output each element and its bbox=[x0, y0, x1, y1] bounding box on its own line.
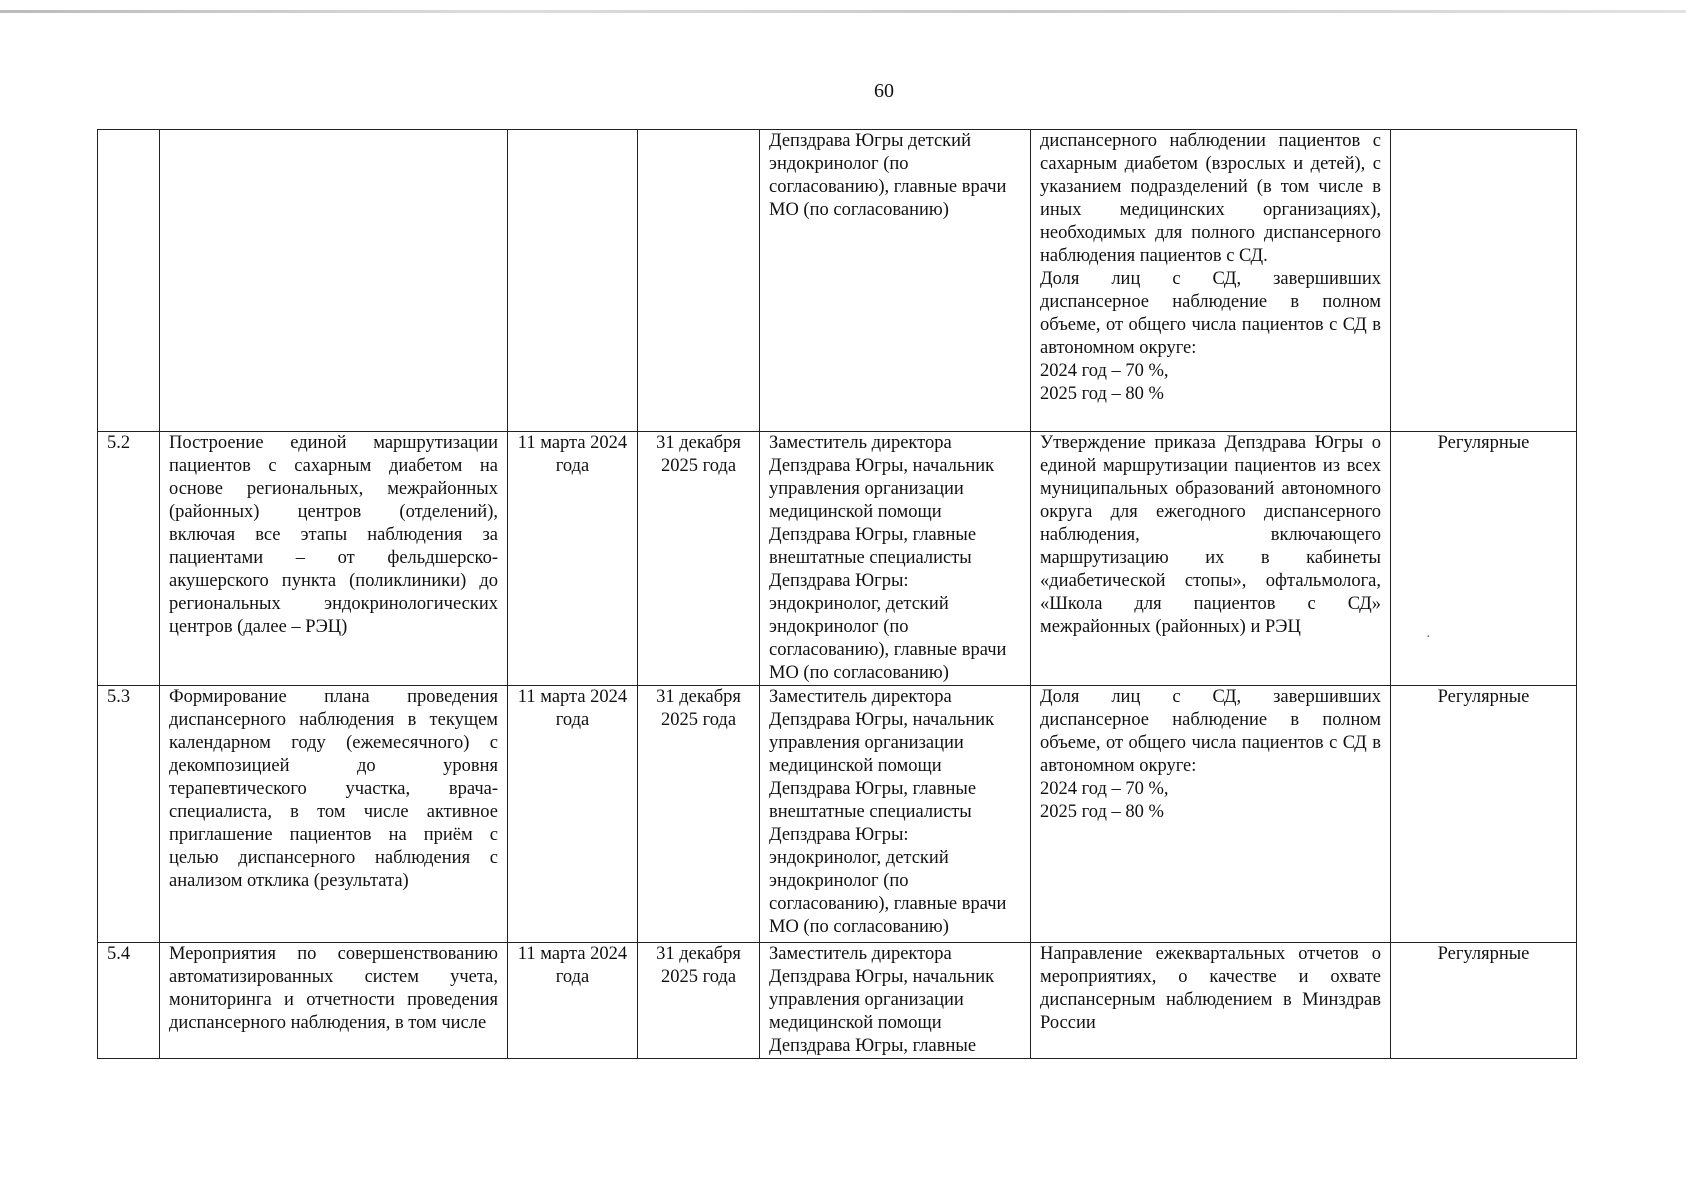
activity-cell bbox=[160, 130, 508, 432]
result-cell bbox=[1031, 432, 1391, 686]
scan-edge-artifact bbox=[0, 10, 1686, 13]
result-paragraph: 2024 год – 70 %, bbox=[1040, 361, 1169, 381]
result-paragraph: 2025 год – 80 % bbox=[1040, 802, 1164, 822]
table-body bbox=[98, 130, 1577, 1059]
result-cell bbox=[1031, 130, 1391, 432]
result-paragraph: Утверждение приказа Депздрава Югры о единой маршрутизации пациентов из всех муниципальных образований автономного округа для ежегодного диспансерного наблюдения, включающего маршрутизацию их в кабинеты «диабетической стопы», офтальмолога, «Школа для пациентов с СД» межрайонных (районных) и РЭЦ bbox=[1040, 433, 1381, 637]
table-row bbox=[98, 130, 1577, 432]
responsible-cell: Заместитель директора Депздрава Югры, начальник управления организации медицинской помощи Депздрава Югры, главные внештатные специалисты Депздрава Югры: эндокринолог, детский эндокринолог (по согласованию), главные врачи МО (по согласованию) bbox=[760, 432, 1031, 686]
item-number-cell: 5.2 bbox=[98, 432, 160, 686]
event-type-cell: Регулярные bbox=[1391, 686, 1577, 943]
activity-cell: Мероприятия по совершенствованию автоматизированных систем учета, мониторинга и отчетности проведения диспансерного наблюдения, в том числе bbox=[160, 943, 508, 1059]
start-date-cell: 11 марта 2024 года bbox=[508, 432, 638, 686]
activity-cell: Построение единой маршрутизации пациентов с сахарным диабетом на основе региональных, межрайонных (районных) центров (отделений), включая все этапы наблюдения за пациентами – от фельдшерско-акушерского пункта (поликлиники) до региональных эндокринологических центров (далее – РЭЦ) bbox=[160, 432, 508, 686]
result-paragraph: Доля лиц с СД, завершивших диспансерное наблюдение в полном объеме, от общего числа пациентов с СД в автономном округе: bbox=[1040, 687, 1381, 776]
result-paragraph: 2024 год – 70 %, bbox=[1040, 779, 1169, 799]
scan-dot: · bbox=[1426, 630, 1431, 645]
start-date-cell: 11 марта 2024 года bbox=[508, 943, 638, 1059]
table-row bbox=[98, 686, 1577, 943]
responsible-cell: Депздрава Югры детский эндокринолог (по согласованию), главные врачи МО (по согласованию) bbox=[760, 130, 1031, 432]
start-date-cell: 11 марта 2024 года bbox=[508, 686, 638, 943]
result-cell bbox=[1031, 943, 1391, 1059]
table-row bbox=[98, 432, 1577, 686]
page-number: 60 bbox=[874, 80, 894, 102]
end-date-cell: 31 декабря 2025 года bbox=[638, 943, 760, 1059]
result-paragraph: 2025 год – 80 % bbox=[1040, 384, 1164, 404]
item-number-cell bbox=[98, 130, 160, 432]
item-number-cell: 5.4 bbox=[98, 943, 160, 1059]
event-type-cell: Регулярные bbox=[1391, 432, 1577, 686]
activity-cell: Формирование плана проведения диспансерного наблюдения в текущем календарном году (ежемесячного) с декомпозицией до уровня терапевтического участка, врача-специалиста, в том числе активное приглашение пациентов на приём с целью диспансерного наблюдения с анализом отклика (результата) bbox=[160, 686, 508, 943]
result-cell bbox=[1031, 686, 1391, 943]
end-date-cell: 31 декабря 2025 года bbox=[638, 686, 760, 943]
item-number-cell: 5.3 bbox=[98, 686, 160, 943]
responsible-cell: Заместитель директора Депздрава Югры, начальник управления организации медицинской помощи Депздрава Югры, главные bbox=[760, 943, 1031, 1059]
responsible-cell: Заместитель директора Депздрава Югры, начальник управления организации медицинской помощи Депздрава Югры, главные внештатные специалисты Депздрава Югры: эндокринолог, детский эндокринолог (по согласованию), главные врачи МО (по согласованию) bbox=[760, 686, 1031, 943]
table-row bbox=[98, 943, 1577, 1059]
start-date-cell bbox=[508, 130, 638, 432]
activity-plan-table bbox=[97, 129, 1577, 1059]
event-type-cell bbox=[1391, 130, 1577, 432]
result-paragraph: Доля лиц с СД, завершивших диспансерное наблюдение в полном объеме, от общего числа пациентов с СД в автономном округе: bbox=[1040, 269, 1381, 358]
event-type-cell: Регулярные bbox=[1391, 943, 1577, 1059]
end-date-cell: 31 декабря 2025 года bbox=[638, 432, 760, 686]
result-paragraph: диспансерного наблюдении пациентов с сахарным диабетом (взрослых и детей), с указанием подразделений (в том числе в иных медицинских организациях), необходимых для полного диспансерного наблюдения пациентов с СД. bbox=[1040, 131, 1381, 266]
result-paragraph: Направление ежеквартальных отчетов о мероприятиях, о качестве и охвате диспансерным наблюдением в Минздрав России bbox=[1040, 944, 1381, 1033]
end-date-cell bbox=[638, 130, 760, 432]
